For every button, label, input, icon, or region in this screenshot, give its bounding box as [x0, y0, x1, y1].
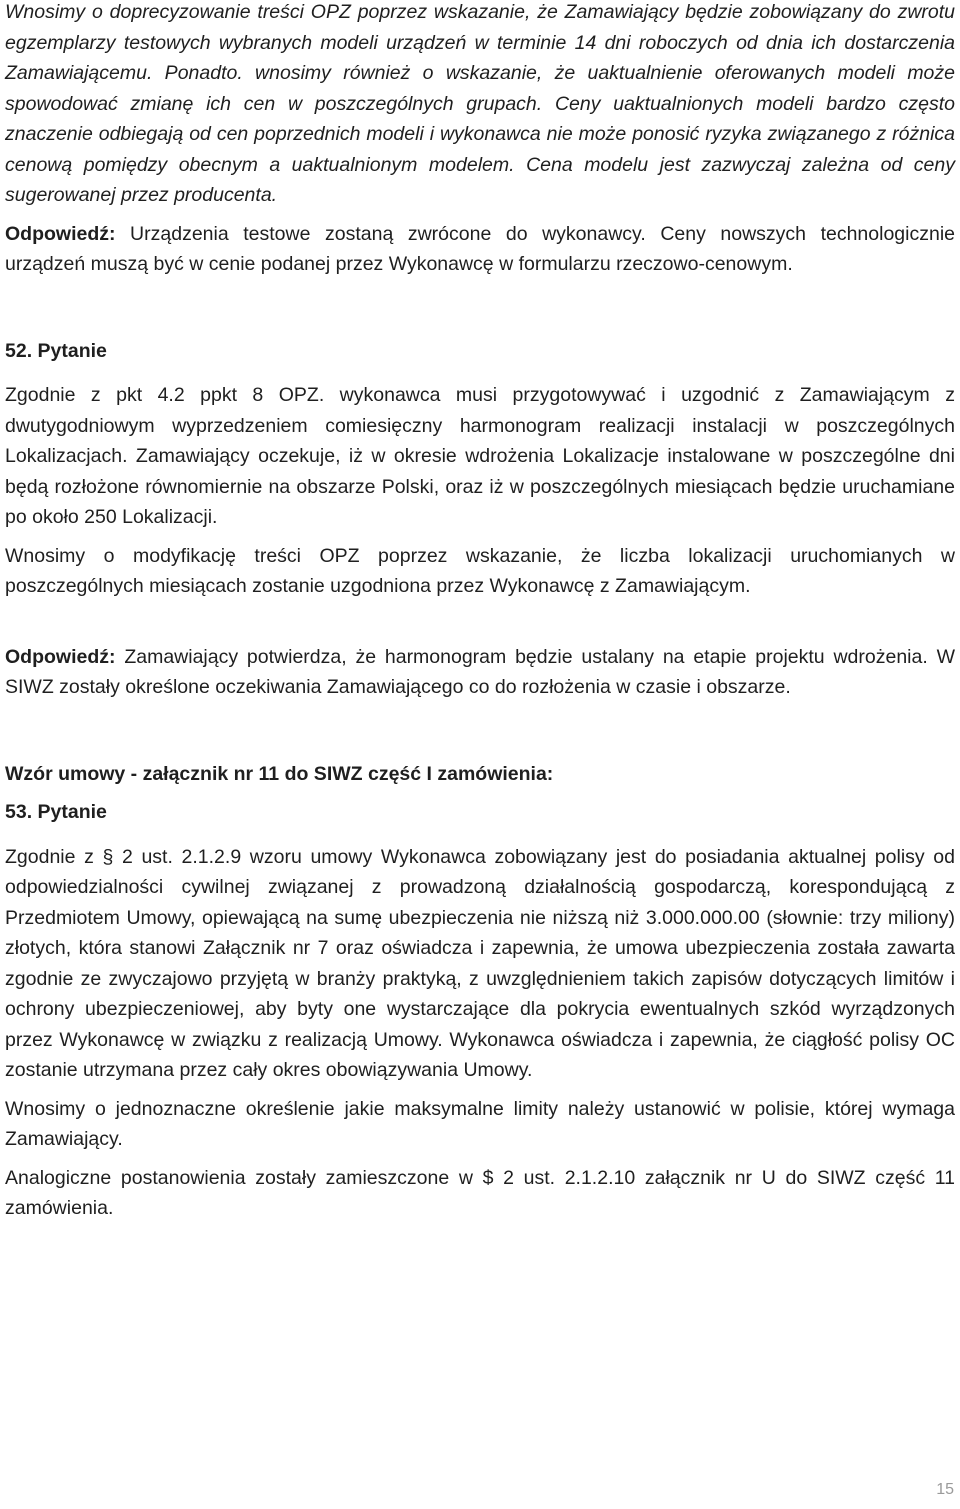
answer-text: Urządzenia testowe zostaną zwrócone do wykonawcy. Ceny nowszych technologicznie urządzeń muszą być w cenie podanej przez Wykonawcę w formularzu rzeczowo-cenowym.	[5, 222, 955, 275]
answer-text: Zamawiający potwierdza, że harmonogram będzie ustalany na etapie projektu wdrożenia. W SIWZ zostały określone oczekiwania Zamawiającego co do rozłożenia w czasie i obszarze.	[5, 645, 955, 698]
answer-label: Odpowiedź:	[5, 645, 116, 668]
paragraph-question-53-note: Analogiczne postanowienia zostały zamieszczone w $ 2 ust. 2.1.2.10 załącznik nr U do SIWZ część 11 zamówienia.	[5, 1166, 955, 1219]
answer-label: Odpowiedź:	[5, 222, 116, 245]
paragraph-question-52-request: Wnosimy o modyfikację treści OPZ poprzez wskazanie, że liczba lokalizacji uruchomianych w poszczególnych miesiącach zostanie uzgodniona przez Wykonawcę z Zamawiającym.	[5, 544, 955, 597]
paragraph-question-53-request: Wnosimy o jednoznaczne określenie jakie maksymalne limity należy ustanowić w polisie, której wymaga Zamawiający.	[5, 1097, 955, 1150]
paragraph-question-53: Zgodnie z § 2 ust. 2.1.2.9 wzoru umowy Wykonawca zobowiązany jest do posiadania aktualnej polisy od odpowiedzialności cywilnej związanej z prowadzoną działalnością gospodarczą, korespondującą z Przedmiotem Umowy, opiewającą na sumę ubezpieczenia nie niższą niż 3.000.000.00 (słownie: trzy miliony) złotych, która stanowi Załącznik nr 7 oraz oświadcza i zapewnia, że umowa ubezpieczenia została zawarta zgodnie ze zwyczajowo przyjętą w branży praktyką, z uwzględnieniem takich zapisów dotyczących limitów i ochrony ubezpieczeniowej, aby byty one wystarczające dla pokrycia ewentualnych szkód wyrządzonych przez Wykonawcę w związku z realizacją Umowy. Wykonawca oświadcza i zapewnia, że ciągłość polisy OC zostanie utrzymana przez cały okres obowiązywania Umowy.	[5, 845, 955, 1081]
paragraph-question-51-continued: Wnosimy o doprecyzowanie treści OPZ poprzez wskazanie, że Zamawiający będzie zobowiązany do zwrotu egzemplarzy testowych wybranych modeli urządzeń w terminie 14 dni roboczych od dnia ich dostarczenia Zamawiającemu. Ponadto. wnosimy również o wskazanie, że uaktualnienie oferowanych modeli może spowodować zmianę ich cen w poszczególnych grupach. Ceny uaktualnionych modeli bardzo często znaczenie odbiegają od cen poprzednich modeli i wykonawca nie może ponosić ryzyka związanego z różnica cenową pomiędzy obecnym a uaktualnionym modelem. Cena modelu jest zazwyczaj zależna od ceny sugerowanej przez producenta.	[5, 1, 955, 206]
page-number: 15	[936, 1480, 954, 1498]
question-53-heading: 53. Pytanie	[5, 801, 107, 823]
answer-51	[5, 219, 955, 280]
answer-52	[5, 642, 955, 703]
section-heading: Wzór umowy - załącznik nr 11 do SIWZ część I zamówienia:	[5, 762, 554, 785]
document-page	[5, 0, 955, 1224]
paragraph-question-52: Zgodnie z pkt 4.2 ppkt 8 OPZ. wykonawca musi przygotowywać i uzgodnić z Zamawiającym z dwutygodniowym wyprzedzeniem comiesięczny harmonogram realizacji instalacji w poszczególnych Lokalizacjach. Zamawiający oczekuje, iż w okresie wdrożenia Lokalizacje instalowane w poszczególne dni będą rozłożone równomiernie na obszarze Polski, oraz iż w poszczególnych miesiącach będzie uruchamiane po około 250 Lokalizacji.	[5, 384, 955, 528]
question-52-heading: 52. Pytanie	[5, 339, 107, 362]
